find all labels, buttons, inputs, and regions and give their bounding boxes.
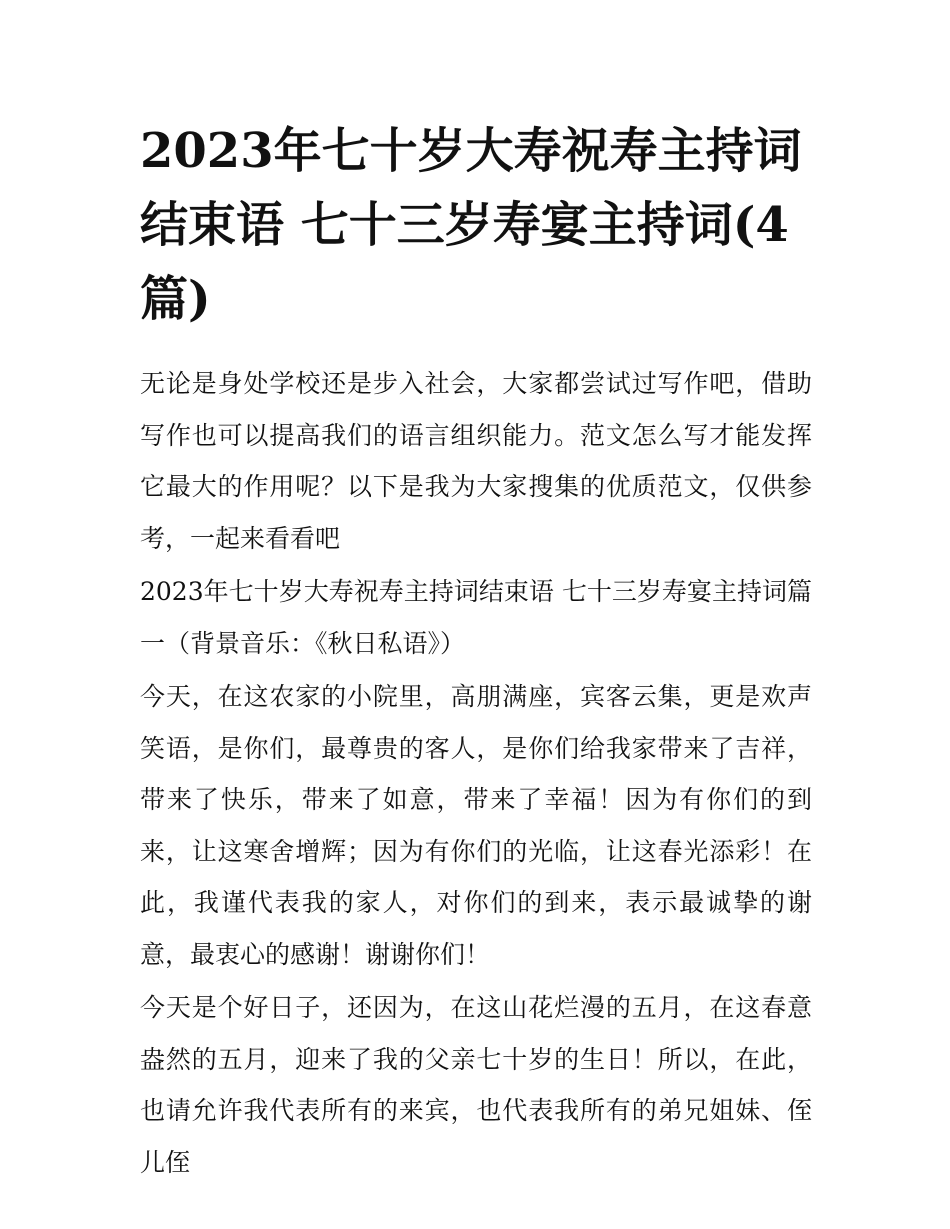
intro-paragraph: 无论是身处学校还是步入社会，大家都尝试过写作吧，借助写作也可以提高我们的语言组织能力。范文怎么写才能发挥它最大的作用呢？以下是我为大家搜集的优质范文，仅供参考，一起来看看吧: [140, 369, 812, 553]
body-paragraph: 今天，在这农家的小院里，高朋满座，宾客云集，更是欢声笑语，是你们，最尊贵的客人，是你们给我家带来了吉祥，带来了快乐，带来了如意，带来了幸福！因为有你们的到来，让这寒舍增辉；因为有你们的光临，让这春光添彩！在此，我谨代表我的家人，对你们的到来，表示最诚挚的谢意，最衷心的感谢！谢谢你们！: [140, 682, 812, 969]
document-title: 2023年七十岁大寿祝寿主持词结束语 七十三岁寿宴主持词(4篇): [140, 123, 802, 327]
section-heading: 2023年七十岁大寿祝寿主持词结束语 七十三岁寿宴主持词篇一（背景音乐：《秋日私语》）: [140, 577, 812, 658]
document-body: [140, 358, 812, 1190]
body-paragraph: 今天是个好日子，还因为，在这山花烂漫的五月，在这春意盎然的五月，迎来了我的父亲七十岁的生日！所以，在此，也请允许我代表所有的来宾，也代表我所有的弟兄姐妹、侄儿侄: [140, 993, 812, 1177]
